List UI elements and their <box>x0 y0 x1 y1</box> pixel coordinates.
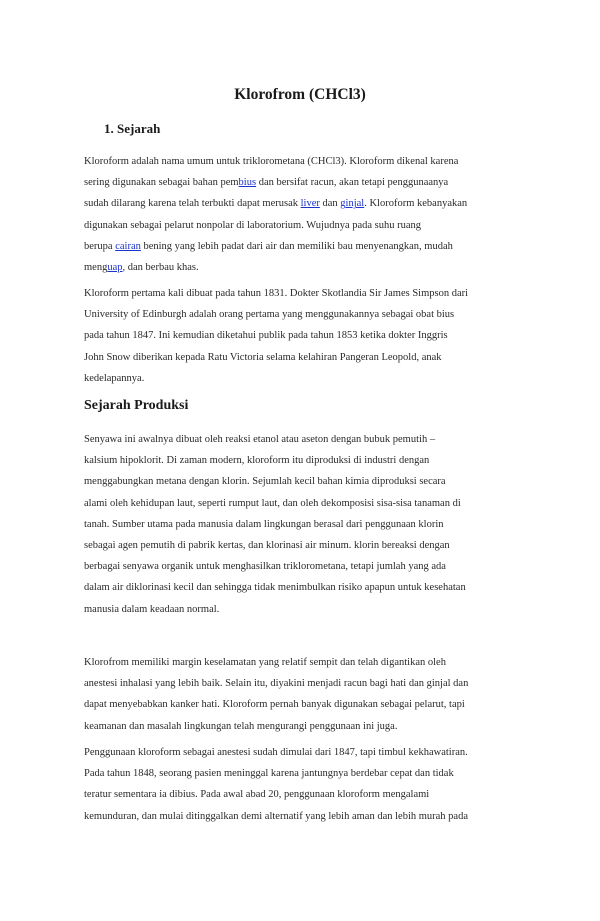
paragraph-line: kalsium hipoklorit. Di zaman modern, kloroform itu diproduksi di industri dengan <box>84 455 430 467</box>
text-span: bening yang lebih padat dari air dan memiliki bau menyenangkan, mudah <box>140 240 453 252</box>
link-ginjal[interactable]: ginjal <box>340 198 365 210</box>
text-span: sering digunakan sebagai bahan pem <box>84 177 239 189</box>
text-span: , dan berbau khas. <box>122 262 199 274</box>
paragraph-line <box>84 193 524 214</box>
link-uap[interactable]: uap <box>107 262 123 274</box>
paragraph-line: dapat menyebabkan kanker hati. Kloroform pernah banyak digunakan sebagai pelarut, tapi <box>84 699 465 711</box>
text-span: berupa <box>84 240 116 252</box>
paragraph-line: Pada tahun 1848, seorang pasien meninggal karena jantungnya berdebar cepat dan tidak <box>84 768 454 780</box>
paragraph-line: sebagai agen pemutih di pabrik kertas, dan klorinasi air minum. klorin bereaksi dengan <box>84 540 450 552</box>
paragraph-history <box>84 283 524 389</box>
document-title: Klorofrom (CHCl3) <box>234 86 366 103</box>
paragraph-line: keamanan dan masalah lingkungan telah mengurangi penggunaan ini juga. <box>84 720 398 732</box>
paragraph-line: kemunduran, dan mulai ditinggalkan demi alternatif yang lebih aman dan lebih murah pada <box>84 810 469 822</box>
paragraph-line: kedelapannya. <box>84 372 145 384</box>
paragraph-line <box>84 236 524 257</box>
paragraph-line: alami oleh kehidupan laut, seperti rumput laut, dan oleh dekomposisi sisa-sisa tanaman di <box>84 497 461 509</box>
paragraph-line: tanah. Sumber utama pada manusia dalam lingkungan berasal dari penggunaan klorin <box>84 518 444 530</box>
text-span: sudah dilarang karena telah terbukti dapat merusak <box>84 198 301 210</box>
paragraph-line: pada tahun 1847. Ini kemudian diketahui publik pada tahun 1853 ketika dokter Inggris <box>84 330 448 342</box>
paragraph-production <box>84 429 524 620</box>
paragraph-line <box>84 257 524 278</box>
paragraph-safety <box>84 652 524 737</box>
text-span: . Kloroform kebanyakan <box>364 198 468 210</box>
paragraph-line: Kloroform pertama kali dibuat pada tahun 1831. Dokter Skotlandia Sir James Simpson dari <box>84 288 469 299</box>
paragraph-line: anestesi inhalasi yang lebih baik. Selain itu, diyakini menjadi racun bagi hati dan ginjal dan <box>84 678 469 690</box>
paragraph-line <box>84 172 524 193</box>
paragraph-line: digunakan sebagai pelarut nonpolar di laboratorium. Wujudnya pada suhu ruang <box>84 219 422 231</box>
text-span: meng <box>84 262 108 274</box>
paragraph-line: John Snow diberikan kepada Ratu Victoria selama kelahiran Pangeran Leopold, anak <box>84 351 442 363</box>
paragraph-line: berbagai senyawa organik untuk menghasilkan triklorometana, tetapi jumlah yang ada <box>84 561 446 573</box>
paragraph-line: Penggunaan kloroform sebagai anestesi sudah dimulai dari 1847, tapi timbul kekhawatiran. <box>84 747 468 758</box>
text-span: dan <box>319 198 341 210</box>
paragraph-line: Kloroform adalah nama umum untuk triklorometana (CHCl3). Kloroform dikenal karena <box>84 156 459 167</box>
text-span: dan bersifat racun, akan tetapi penggunaanya <box>256 177 449 189</box>
link-cairan[interactable]: cairan <box>115 240 141 252</box>
paragraph-intro <box>84 151 524 278</box>
subheading-sejarah-produksi: Sejarah Produksi <box>84 398 189 413</box>
paragraph-anesthesia <box>84 742 524 827</box>
section-heading-sejarah: 1. Sejarah <box>104 121 161 136</box>
link-bius[interactable]: bius <box>238 177 257 189</box>
link-liver[interactable]: liver <box>300 198 320 210</box>
paragraph-line: Senyawa ini awalnya dibuat oleh reaksi etanol atau aseton dengan bubuk pemutih – <box>84 434 436 445</box>
paragraph-line: manusia dalam keadaan normal. <box>84 603 220 615</box>
paragraph-line: University of Edinburgh adalah orang pertama yang menggunakannya sebagai obat bius <box>84 309 455 321</box>
paragraph-line: Klorofrom memiliki margin keselamatan yang relatif sempit dan telah digantikan oleh <box>84 657 446 668</box>
paragraph-line: dalam air diklorinasi kecil dan sehingga tidak menimbulkan risiko apapun untuk kesehatan <box>84 582 466 594</box>
paragraph-line: teratur sementara ia dibius. Pada awal abad 20, penggunaan kloroform mengalami <box>84 789 430 801</box>
paragraph-line: menggabungkan metana dengan klorin. Sejumlah kecil bahan kimia diproduksi secara <box>84 476 446 488</box>
